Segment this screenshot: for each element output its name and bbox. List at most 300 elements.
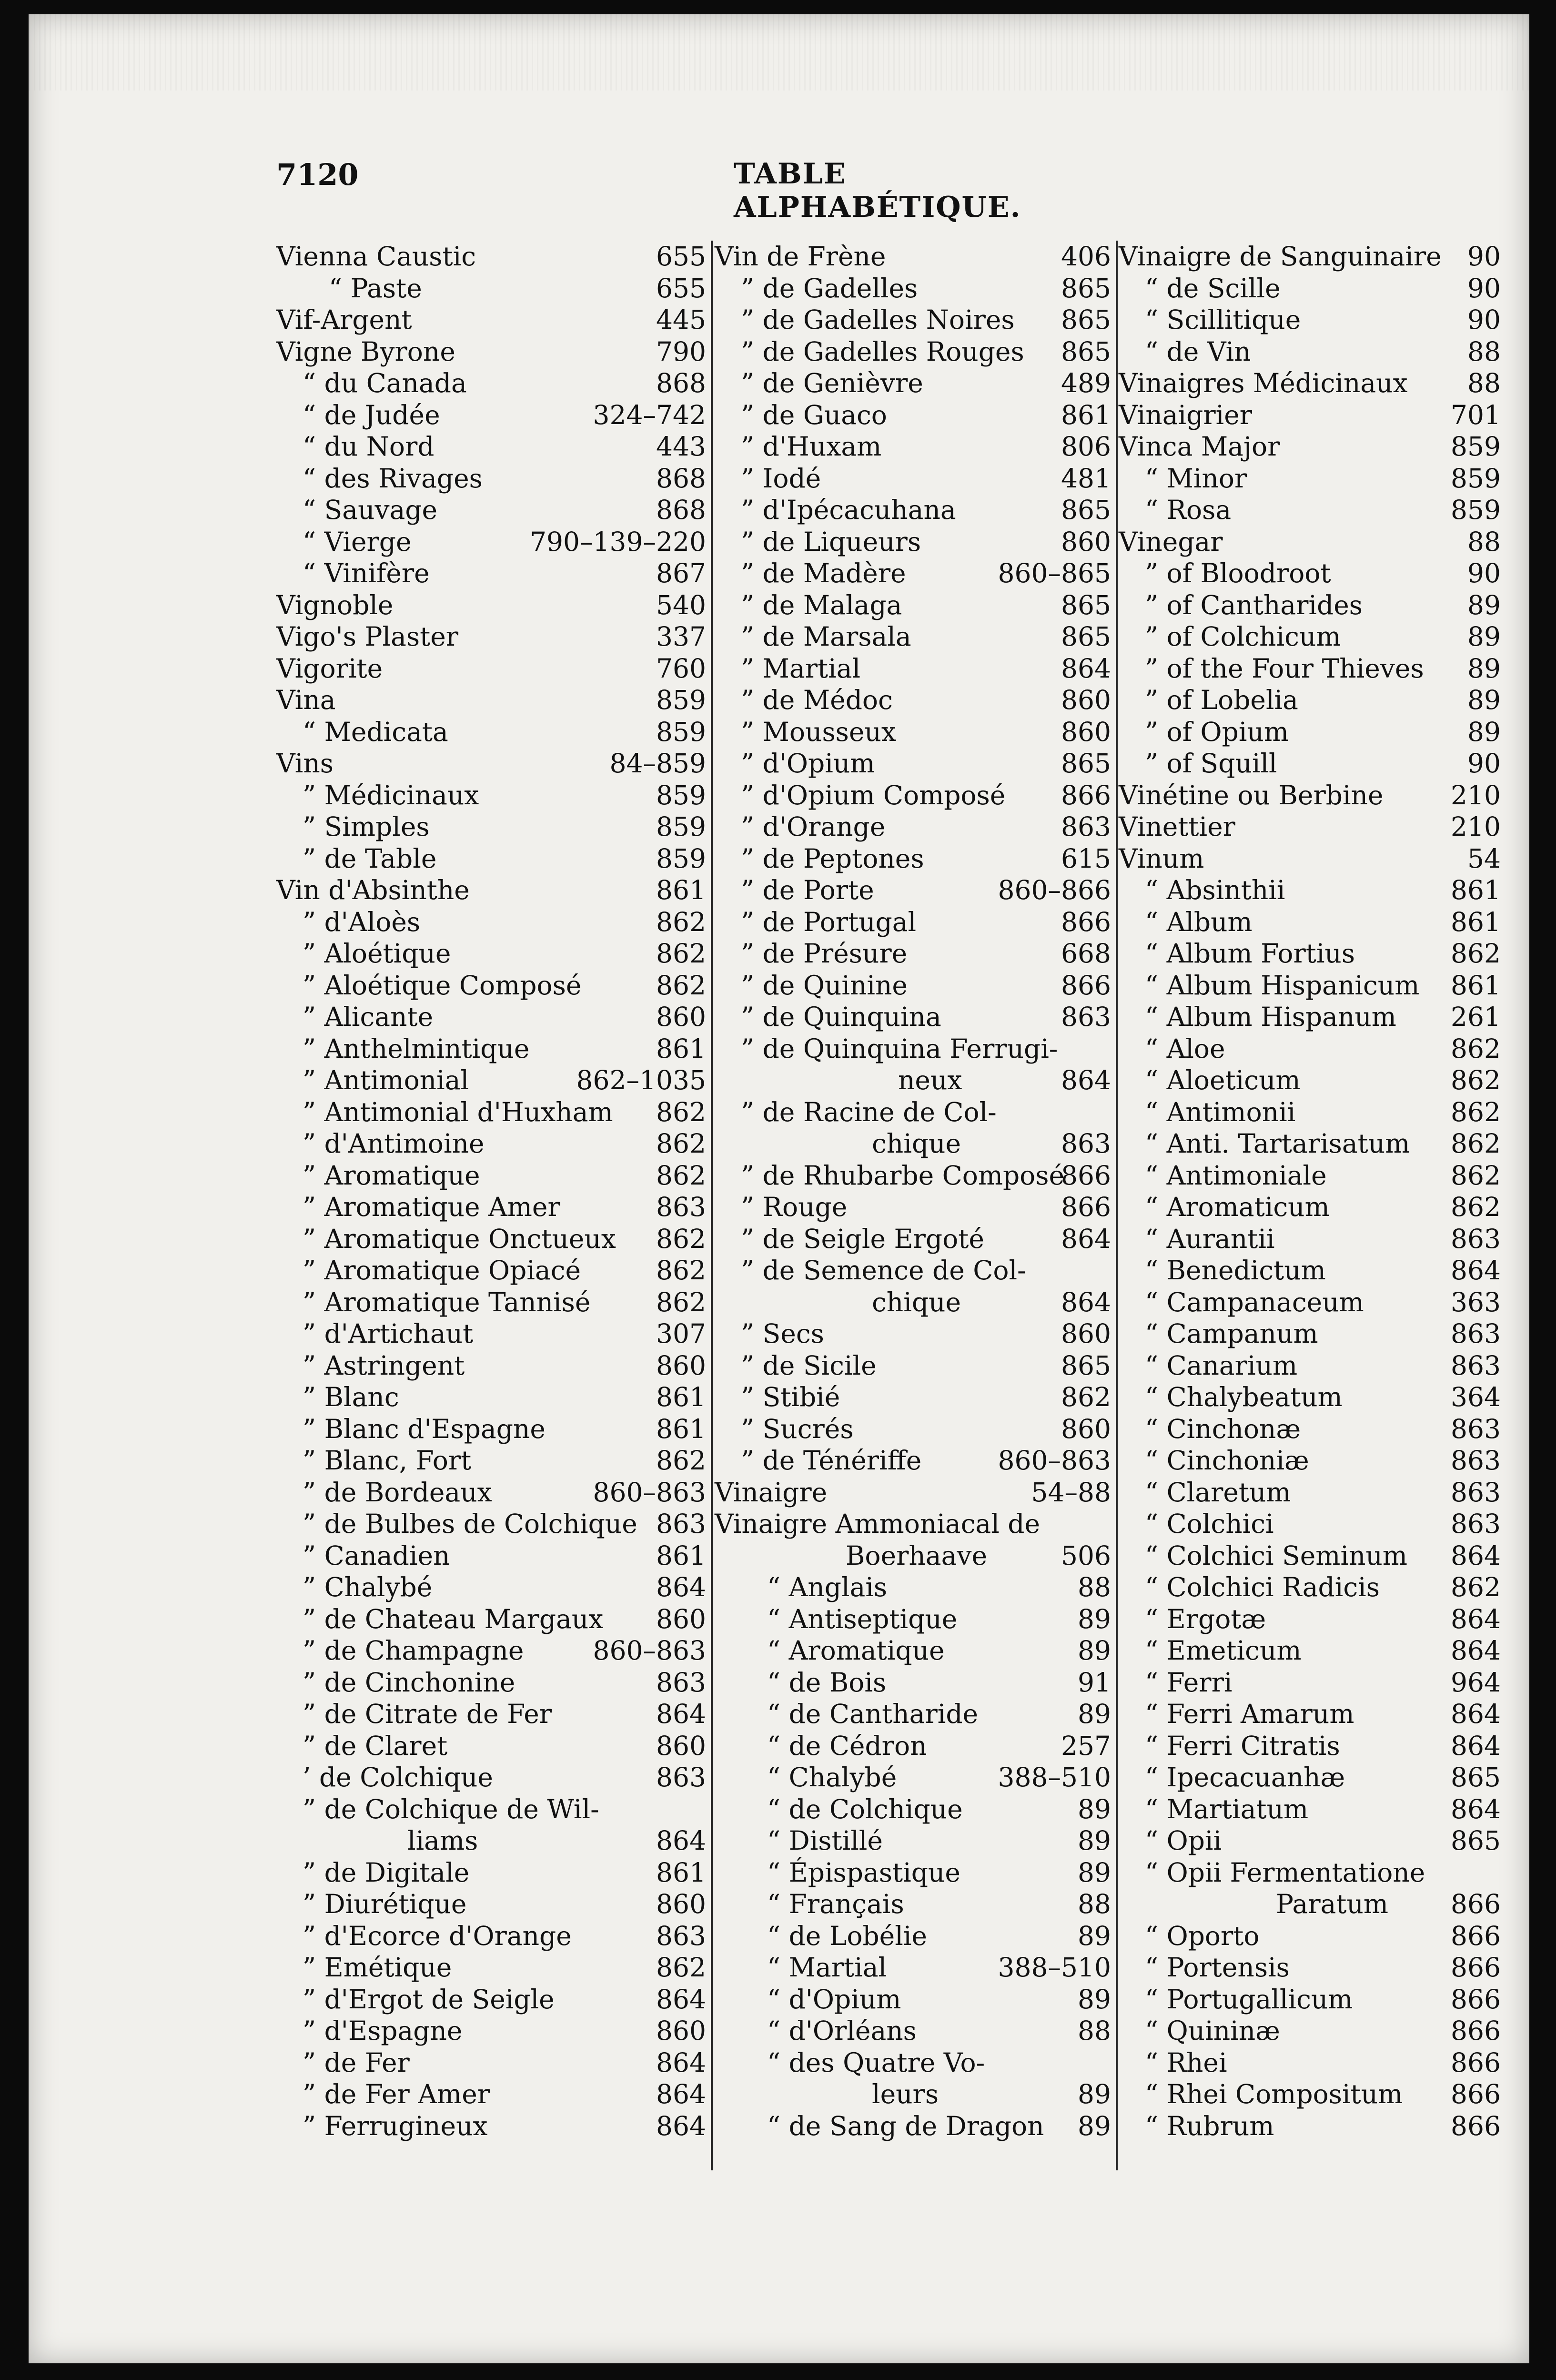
entry-pages: 861: [656, 1413, 706, 1444]
index-entry: [1119, 1825, 1505, 1857]
entry-term: “ Portensis: [1145, 1952, 1290, 1983]
entry-pages: 324–742: [593, 399, 706, 430]
index-entry: [1119, 1381, 1505, 1413]
entry-pages: 866: [1061, 1192, 1111, 1222]
entry-term: ” of Bloodroot: [1145, 558, 1331, 588]
entry-term: ” Antimonial d'Huxham: [303, 1096, 613, 1127]
entry-pages: 88: [1467, 336, 1501, 367]
entry-pages: 862: [656, 970, 706, 1001]
entry-term: chique: [872, 1128, 961, 1159]
entry-pages: 866: [1451, 1984, 1501, 2015]
index-entry: [1119, 1160, 1505, 1192]
entry-term: “ d'Orléans: [767, 2015, 917, 2046]
entry-term: “ Antiseptique: [767, 1603, 958, 1634]
entry-term: ” Alicante: [303, 1002, 434, 1032]
index-entry: [276, 589, 710, 621]
index-entry: [276, 1001, 710, 1033]
entry-term: ” de Semence de Col-: [741, 1255, 1026, 1286]
entry-term: “ Paste: [329, 273, 422, 304]
entry-pages: 864: [1061, 1065, 1111, 1095]
index-entry: [276, 1477, 710, 1509]
index-entry: [276, 1160, 710, 1192]
entry-term: ” de Racine de Col-: [741, 1096, 997, 1127]
index-entry: [276, 621, 710, 653]
index-entry: [715, 748, 1115, 780]
index-entry: [1119, 1286, 1505, 1318]
index-entry: [276, 748, 710, 780]
index-entry: [1119, 1128, 1505, 1160]
index-entry: [1119, 1001, 1505, 1033]
entry-pages: 866: [1061, 1160, 1111, 1191]
index-entry: [1119, 1635, 1505, 1667]
entry-pages: 863: [1451, 1509, 1501, 1539]
entry-term: “ Rhei: [1145, 2047, 1227, 2078]
entry-pages: 89: [1078, 2079, 1111, 2109]
entry-term: ” Secs: [741, 1318, 824, 1349]
entry-pages: 860: [1061, 1318, 1111, 1349]
entry-pages: 89: [1467, 716, 1501, 747]
entry-term: “ Chalybé: [767, 1762, 897, 1793]
entry-pages: 54: [1467, 843, 1501, 874]
entry-pages: 257: [1061, 1730, 1111, 1761]
index-entry: [276, 557, 710, 589]
entry-pages: 863: [1451, 1318, 1501, 1349]
entry-term: “ d'Opium: [767, 1984, 901, 2015]
entry-pages: 863: [656, 1509, 706, 1539]
entry-term: Vigorite: [276, 653, 383, 684]
index-entry: [715, 1762, 1115, 1793]
entry-pages: 307: [656, 1318, 706, 1349]
entry-pages: 864: [1451, 1730, 1501, 1761]
entry-pages: 859: [1451, 495, 1501, 525]
entry-term: Boerhaave: [846, 1540, 987, 1571]
entry-term: “ de Bois: [767, 1667, 887, 1698]
entry-term: “ Colchici: [1145, 1509, 1274, 1539]
index-entry: [715, 1413, 1115, 1445]
entry-pages: 865: [1061, 273, 1111, 304]
entry-pages: 860: [656, 1889, 706, 1919]
entry-pages: 863: [656, 1762, 706, 1793]
entry-term: leurs: [872, 2079, 939, 2109]
entry-term: “ Absinthii: [1145, 875, 1285, 905]
entry-term: ” d'Antimoine: [303, 1128, 485, 1159]
entry-term: Vinca Major: [1119, 431, 1280, 462]
entry-term: “ Canarium: [1145, 1350, 1298, 1381]
index-entry: [715, 1888, 1115, 1920]
entry-pages: 84–859: [609, 748, 706, 779]
entry-term: Vif-Argent: [276, 304, 412, 335]
entry-pages: 90: [1467, 241, 1501, 272]
entry-term: ” d'Ecorce d'Orange: [303, 1920, 572, 1951]
entry-term: “ Campanum: [1145, 1318, 1318, 1349]
index-entry: [1119, 653, 1505, 685]
entry-pages: 862: [1061, 1382, 1111, 1412]
entry-term: ” of Opium: [1145, 716, 1289, 747]
entry-term: “ des Rivages: [303, 463, 483, 494]
index-entry: [276, 1381, 710, 1413]
entry-pages: 859: [656, 685, 706, 715]
entry-term: ” Antimonial: [303, 1065, 469, 1095]
index-entry: [1119, 589, 1505, 621]
entry-pages: 655: [656, 273, 706, 304]
index-entry: [1119, 1223, 1505, 1255]
entry-pages: 866: [1451, 1952, 1501, 1983]
entry-pages: 860–866: [998, 875, 1111, 905]
index-entry: [276, 399, 710, 431]
entry-term: Paratum: [1276, 1889, 1389, 1919]
index-entry: [276, 2047, 710, 2079]
index-entry: [1119, 684, 1505, 716]
index-entry: [715, 780, 1115, 811]
index-entry: [715, 653, 1115, 685]
entry-term: “ Aromaticum: [1145, 1192, 1330, 1222]
entry-term: ” d'Aloès: [303, 906, 421, 937]
entry-pages: 861: [1451, 970, 1501, 1001]
entry-term: ” de Fer: [303, 2047, 410, 2078]
index-entry: [1119, 970, 1505, 1002]
entry-pages: 863: [1061, 1002, 1111, 1032]
entry-pages: 866: [1451, 2015, 1501, 2046]
index-entry: [276, 1857, 710, 1889]
index-entry: [715, 1793, 1115, 1825]
entry-term: “ Martial: [767, 1952, 887, 1983]
column-rule-1: [711, 241, 713, 2170]
index-entry: [276, 1128, 710, 1160]
entry-pages: 865: [1451, 1762, 1501, 1793]
entry-term: ” of Lobelia: [1145, 685, 1298, 715]
entry-pages: 210: [1451, 780, 1501, 810]
entry-pages: 861: [656, 1857, 706, 1888]
entry-term: “ Ferri Amarum: [1145, 1699, 1354, 1729]
entry-pages: 862: [656, 1096, 706, 1127]
entry-pages: 863: [656, 1192, 706, 1222]
entry-pages: 806: [1061, 431, 1111, 462]
index-entry: [715, 1984, 1115, 2015]
entry-term: “ Ipecacuanhæ: [1145, 1762, 1345, 1793]
entry-term: “ Colchici Radicis: [1145, 1572, 1380, 1602]
index-entry: [276, 1603, 710, 1635]
entry-term: ” d'Orange: [741, 811, 886, 842]
index-entry: [276, 463, 710, 495]
entry-pages: 859: [656, 843, 706, 874]
entry-term: “ Benedictum: [1145, 1255, 1326, 1286]
entry-pages: 668: [1061, 938, 1111, 969]
entry-pages: 863: [656, 1920, 706, 1951]
index-entry: [276, 1191, 710, 1223]
index-entry: [276, 716, 710, 748]
entry-pages: 866: [1061, 970, 1111, 1001]
entry-pages: 90: [1467, 304, 1501, 335]
index-entry: [276, 241, 710, 273]
index-entry: [715, 1160, 1115, 1192]
entry-term: ” de Claret: [303, 1730, 448, 1761]
index-entry: [276, 336, 710, 368]
entry-term: “ du Nord: [303, 431, 434, 462]
entry-term: “ Rhei Compositum: [1145, 2079, 1403, 2109]
index-entry: [1119, 463, 1505, 495]
entry-pages: 863: [656, 1667, 706, 1698]
index-entry: [715, 1096, 1115, 1128]
index-entry: [715, 1857, 1115, 1889]
entry-term: ” Mousseux: [741, 716, 896, 747]
index-entry: [276, 1413, 710, 1445]
entry-pages: 860: [1061, 1413, 1111, 1444]
entry-pages: 859: [656, 780, 706, 810]
entry-pages: 89: [1078, 2110, 1111, 2141]
entry-pages: 865: [1061, 621, 1111, 652]
entry-pages: 540: [656, 589, 706, 620]
index-entry: [276, 684, 710, 716]
entry-pages: 864: [1061, 653, 1111, 684]
index-entry: [276, 780, 710, 811]
entry-pages: 89: [1078, 1603, 1111, 1634]
entry-pages: 88: [1467, 368, 1501, 398]
entry-term: ” Aloétique Composé: [303, 970, 582, 1001]
index-entry: [276, 526, 710, 558]
entry-term: “ Oporto: [1145, 1920, 1260, 1951]
index-entry: [1119, 811, 1505, 843]
entry-pages: 443: [656, 431, 706, 462]
entry-pages: 88: [1078, 1572, 1111, 1602]
entry-term: “ Distillé: [767, 1825, 883, 1856]
entry-pages: 790–139–220: [530, 526, 706, 557]
index-entry: [276, 1064, 710, 1096]
index-entry: [715, 273, 1115, 304]
index-entry: [715, 2015, 1115, 2047]
entry-pages: 864: [1451, 1699, 1501, 1729]
entry-pages: 89: [1467, 621, 1501, 652]
entry-term: ” Blanc, Fort: [303, 1445, 472, 1476]
entry-pages: 54–88: [1031, 1477, 1111, 1508]
entry-pages: 864: [656, 2047, 706, 2078]
index-entry: [276, 811, 710, 843]
entry-pages: 868: [656, 495, 706, 525]
entry-pages: 89: [1078, 1635, 1111, 1666]
entry-pages: 863: [1451, 1413, 1501, 1444]
entry-pages: 91: [1078, 1667, 1111, 1698]
entry-pages: 90: [1467, 558, 1501, 588]
index-entry: [715, 1952, 1115, 1984]
index-entry: [1119, 1762, 1505, 1793]
entry-pages: 860: [1061, 716, 1111, 747]
entry-pages: 89: [1078, 1857, 1111, 1888]
entry-pages: 860: [656, 2015, 706, 2046]
entry-term: ” de Sicile: [741, 1350, 877, 1381]
entry-pages: 862: [656, 1286, 706, 1317]
entry-term: “ de Scille: [1145, 273, 1281, 304]
entry-pages: 863: [1061, 1128, 1111, 1159]
entry-pages: 863: [1451, 1477, 1501, 1508]
entry-term: ” Emétique: [303, 1952, 452, 1983]
index-entry: [1119, 748, 1505, 780]
entry-term: ” de Portugal: [741, 906, 917, 937]
entry-term: Vin d'Absinthe: [276, 875, 470, 905]
entry-term: ’ de Colchique: [303, 1762, 493, 1793]
entry-term: “ Cinchoniæ: [1145, 1445, 1309, 1476]
entry-pages: 860–863: [593, 1477, 706, 1508]
index-entry: [1119, 1888, 1505, 1920]
entry-pages: 862: [656, 938, 706, 969]
index-entry: [276, 1540, 710, 1572]
entry-pages: 867: [656, 558, 706, 588]
entry-pages: 388–510: [998, 1762, 1111, 1793]
entry-pages: 860: [656, 1002, 706, 1032]
index-entry: [1119, 557, 1505, 589]
index-entry: [276, 1096, 710, 1128]
entry-pages: 863: [1451, 1445, 1501, 1476]
entry-pages: 865: [1061, 748, 1111, 779]
entry-pages: 863: [1451, 1350, 1501, 1381]
index-entry: [715, 906, 1115, 938]
index-entry: [276, 938, 710, 970]
index-entry: [276, 874, 710, 906]
index-entry: [1119, 1698, 1505, 1730]
entry-pages: 861: [656, 1033, 706, 1064]
entry-pages: 868: [656, 368, 706, 398]
entry-term: ” Martial: [741, 653, 861, 684]
entry-pages: 88: [1078, 2015, 1111, 2046]
index-entry: [1119, 241, 1505, 273]
index-entry: [715, 2047, 1115, 2079]
index-entry: [1119, 1667, 1505, 1699]
entry-term: “ Ferri Citratis: [1145, 1730, 1340, 1761]
entry-term: “ Album Hispanum: [1145, 1002, 1396, 1032]
index-entry: [715, 463, 1115, 495]
entry-term: ” of the Four Thieves: [1145, 653, 1424, 684]
index-entry: [276, 1984, 710, 2015]
entry-term: “ Antimonii: [1145, 1096, 1296, 1127]
entry-pages: 862: [1451, 1096, 1501, 1127]
entry-term: “ Campanaceum: [1145, 1286, 1364, 1317]
entry-term: “ Scillitique: [1145, 304, 1301, 335]
entry-pages: 864: [1451, 1540, 1501, 1571]
entry-term: ” de Colchique de Wil-: [303, 1793, 599, 1824]
index-entry: [715, 1540, 1115, 1572]
entry-term: ” de Quinquina Ferrugi-: [741, 1033, 1058, 1064]
entry-pages: 861: [1451, 906, 1501, 937]
index-entry: [276, 1286, 710, 1318]
index-entry: [1119, 716, 1505, 748]
page-noise: [29, 14, 1529, 91]
index-entry: [276, 1667, 710, 1699]
index-entry: [1119, 1445, 1505, 1477]
entry-term: Vigne Byrone: [276, 336, 455, 367]
entry-term: “ Emeticum: [1145, 1635, 1302, 1666]
index-entry: [276, 1223, 710, 1255]
entry-term: neux: [898, 1065, 962, 1095]
entry-term: “ Français: [767, 1889, 904, 1919]
entry-term: ” of Squill: [1145, 748, 1277, 779]
entry-term: Vina: [276, 685, 336, 715]
index-entry: [715, 1191, 1115, 1223]
entry-term: ” Ferrugineux: [303, 2110, 488, 2141]
entry-pages: 868: [656, 463, 706, 494]
entry-pages: 862: [656, 1445, 706, 1476]
entry-pages: 863: [1451, 1223, 1501, 1254]
entry-pages: 866: [1061, 780, 1111, 810]
entry-term: ” de Cinchonine: [303, 1667, 515, 1698]
entry-pages: 862: [1451, 1128, 1501, 1159]
index-entry: [715, 431, 1115, 463]
entry-pages: 865: [1061, 336, 1111, 367]
index-entry: [276, 2078, 710, 2110]
entry-term: ” de Ténériffe: [741, 1445, 922, 1476]
index-entry: [715, 2078, 1115, 2110]
index-entry: [715, 1128, 1115, 1160]
entry-term: Vinaigre de Sanguinaire: [1119, 241, 1442, 272]
index-entry: [715, 367, 1115, 399]
entry-term: ” de Liqueurs: [741, 526, 921, 557]
running-header: [276, 157, 1134, 224]
index-entry: [715, 874, 1115, 906]
entry-term: “ de Sang de Dragon: [767, 2110, 1044, 2141]
index-entry: [1119, 1191, 1505, 1223]
entry-term: ” Aromatique Opiacé: [303, 1255, 581, 1286]
index-entry: [1119, 906, 1505, 938]
entry-term: “ Vinifère: [303, 558, 430, 588]
index-entry: [715, 2110, 1115, 2142]
entry-pages: 615: [1061, 843, 1111, 874]
index-entry: [715, 1635, 1115, 1667]
index-entry: [276, 906, 710, 938]
index-entry: [1119, 431, 1505, 463]
index-entry: [715, 1350, 1115, 1382]
entry-term: Vinaigre: [715, 1477, 828, 1508]
running-title: TABLE ALPHABÉTIQUE.: [734, 157, 1021, 224]
entry-pages: 864: [656, 1572, 706, 1602]
entry-pages: 866: [1451, 2047, 1501, 2078]
index-entry: [276, 1033, 710, 1065]
entry-term: ” de Porte: [741, 875, 874, 905]
entry-pages: 701: [1451, 399, 1501, 430]
index-entry: [276, 653, 710, 685]
entry-term: ” d'Espagne: [303, 2015, 463, 2046]
index-entry: [1119, 780, 1505, 811]
index-entry: [1119, 938, 1505, 970]
entry-pages: 865: [1451, 1825, 1501, 1856]
index-entry: [1119, 1603, 1505, 1635]
entry-term: ” de Fer Amer: [303, 2079, 490, 2109]
entry-term: “ Antimoniale: [1145, 1160, 1327, 1191]
entry-term: “ Opii: [1145, 1825, 1222, 1856]
index-entry: [1119, 2015, 1505, 2047]
entry-term: “ Rosa: [1145, 495, 1232, 525]
index-entry: [1119, 399, 1505, 431]
entry-term: “ de Cédron: [767, 1730, 927, 1761]
entry-term: ” de Gadelles Rouges: [741, 336, 1024, 367]
index-entry: [715, 1286, 1115, 1318]
index-entry: [1119, 874, 1505, 906]
entry-term: Vinum: [1119, 843, 1204, 874]
entry-pages: 862: [1451, 1572, 1501, 1602]
entry-term: ” de Digitale: [303, 1857, 470, 1888]
index-entry: [1119, 367, 1505, 399]
entry-term: “ de Vin: [1145, 336, 1251, 367]
index-entry: [715, 336, 1115, 368]
entry-term: ” de Champagne: [303, 1635, 524, 1666]
entry-pages: 860: [656, 1350, 706, 1381]
entry-pages: 481: [1061, 463, 1111, 494]
entry-term: ” de Bulbes de Colchique: [303, 1509, 637, 1539]
index-entry: [715, 1825, 1115, 1857]
index-entry: [1119, 336, 1505, 368]
entry-term: “ Chalybeatum: [1145, 1382, 1343, 1412]
entry-pages: 862: [656, 1223, 706, 1254]
entry-pages: 860–863: [998, 1445, 1111, 1476]
index-entry: [276, 1698, 710, 1730]
index-entry: [276, 1318, 710, 1350]
entry-term: Vignoble: [276, 589, 394, 620]
